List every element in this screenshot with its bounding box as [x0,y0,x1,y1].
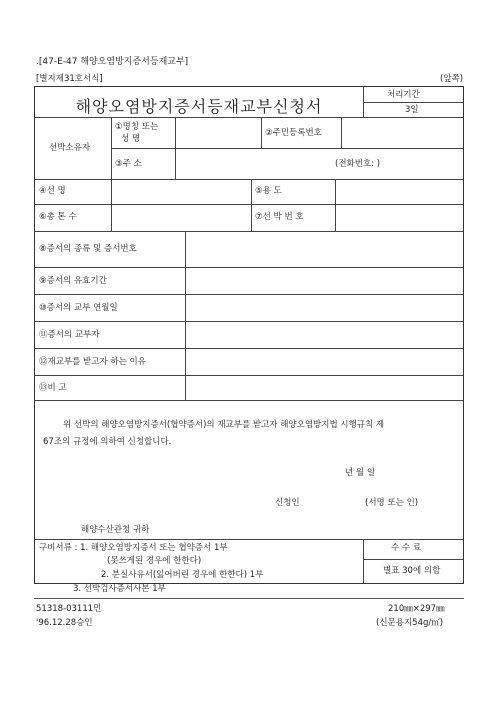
fee-label: 수 수 료 [391,543,422,553]
use-label: ⑤용 도 [255,186,282,196]
tonnage-label: ⑥총 톤 수 [39,212,77,222]
application-form [34,86,464,594]
issuer-label: ⑪증서의 교부자 [39,330,100,340]
name-label-line1: ①명칭 또는 [115,122,159,132]
paper-size: 210㎜×297㎜ [388,604,445,614]
required-docs-1: 구비서류 : 1. 해양오염방지증서 또는 협약증서 1부 [39,543,228,553]
footer-approval: '96.12.28승인 [36,618,93,628]
name-label-line2: 성 명 [121,134,141,144]
ship-name-label: ④선 명 [39,186,66,196]
owner-label: 선박소유자 [49,143,91,153]
fee-value: 별표 30에 의함 [383,566,441,576]
date-line: 년 월 일 [345,468,376,478]
issue-date-label: ⑩증서의 교부 연월일 [39,303,118,313]
processing-label: 처리기간 [387,90,420,100]
statement-line2: 67조의 규정에 의하여 신청합니다. [43,437,172,447]
phone-label: (전화번호: ) [335,159,381,169]
statement-line1: 위 선박의 해양오염방지증서(협약증서)의 재교부를 받고자 해양오염방지법 시행규칙 제 [63,420,385,430]
reason-label: ⑫재교부를 받고자 하는 이유 [39,357,146,367]
required-docs-3: 3. 선박검사증서사본 1부 [73,584,166,594]
form-code: .[47-E-47 해양오염방지증서등재교부] [36,57,189,67]
remarks-label: ⑬비 고 [39,383,67,393]
form-title: 해양오염방지증서등재교부신청서 [75,97,323,116]
footer-code: 51318-03111민 [36,604,102,614]
ship-number-label: ⑦선 박 번 호 [255,212,304,222]
paper-type: (신문용지54g/㎡) [376,618,444,628]
resident-number-label: ②주민등록번호 [265,128,322,138]
required-docs-1-note: (못쓰게된 경우에 한한다) [107,556,202,566]
certificate-type-label: ⑧증서의 종류 및 증서번호 [39,244,137,254]
required-docs-2: 2. 분실사유서(잃어버린 경우에 한한다) 1부 [101,570,264,580]
signature-label: (서명 또는 인) [365,498,419,508]
validity-label: ⑨증서의 유효기간 [39,276,107,286]
address-label: ③주 소 [115,159,142,169]
applicant-label: 신청인 [275,498,300,508]
page-side: (앞쪽) [440,74,464,84]
form-number: [별지제31호서식] [36,74,103,84]
processing-value: 3일 [405,105,419,115]
recipient: 해양수산관청 귀하 [81,525,150,535]
